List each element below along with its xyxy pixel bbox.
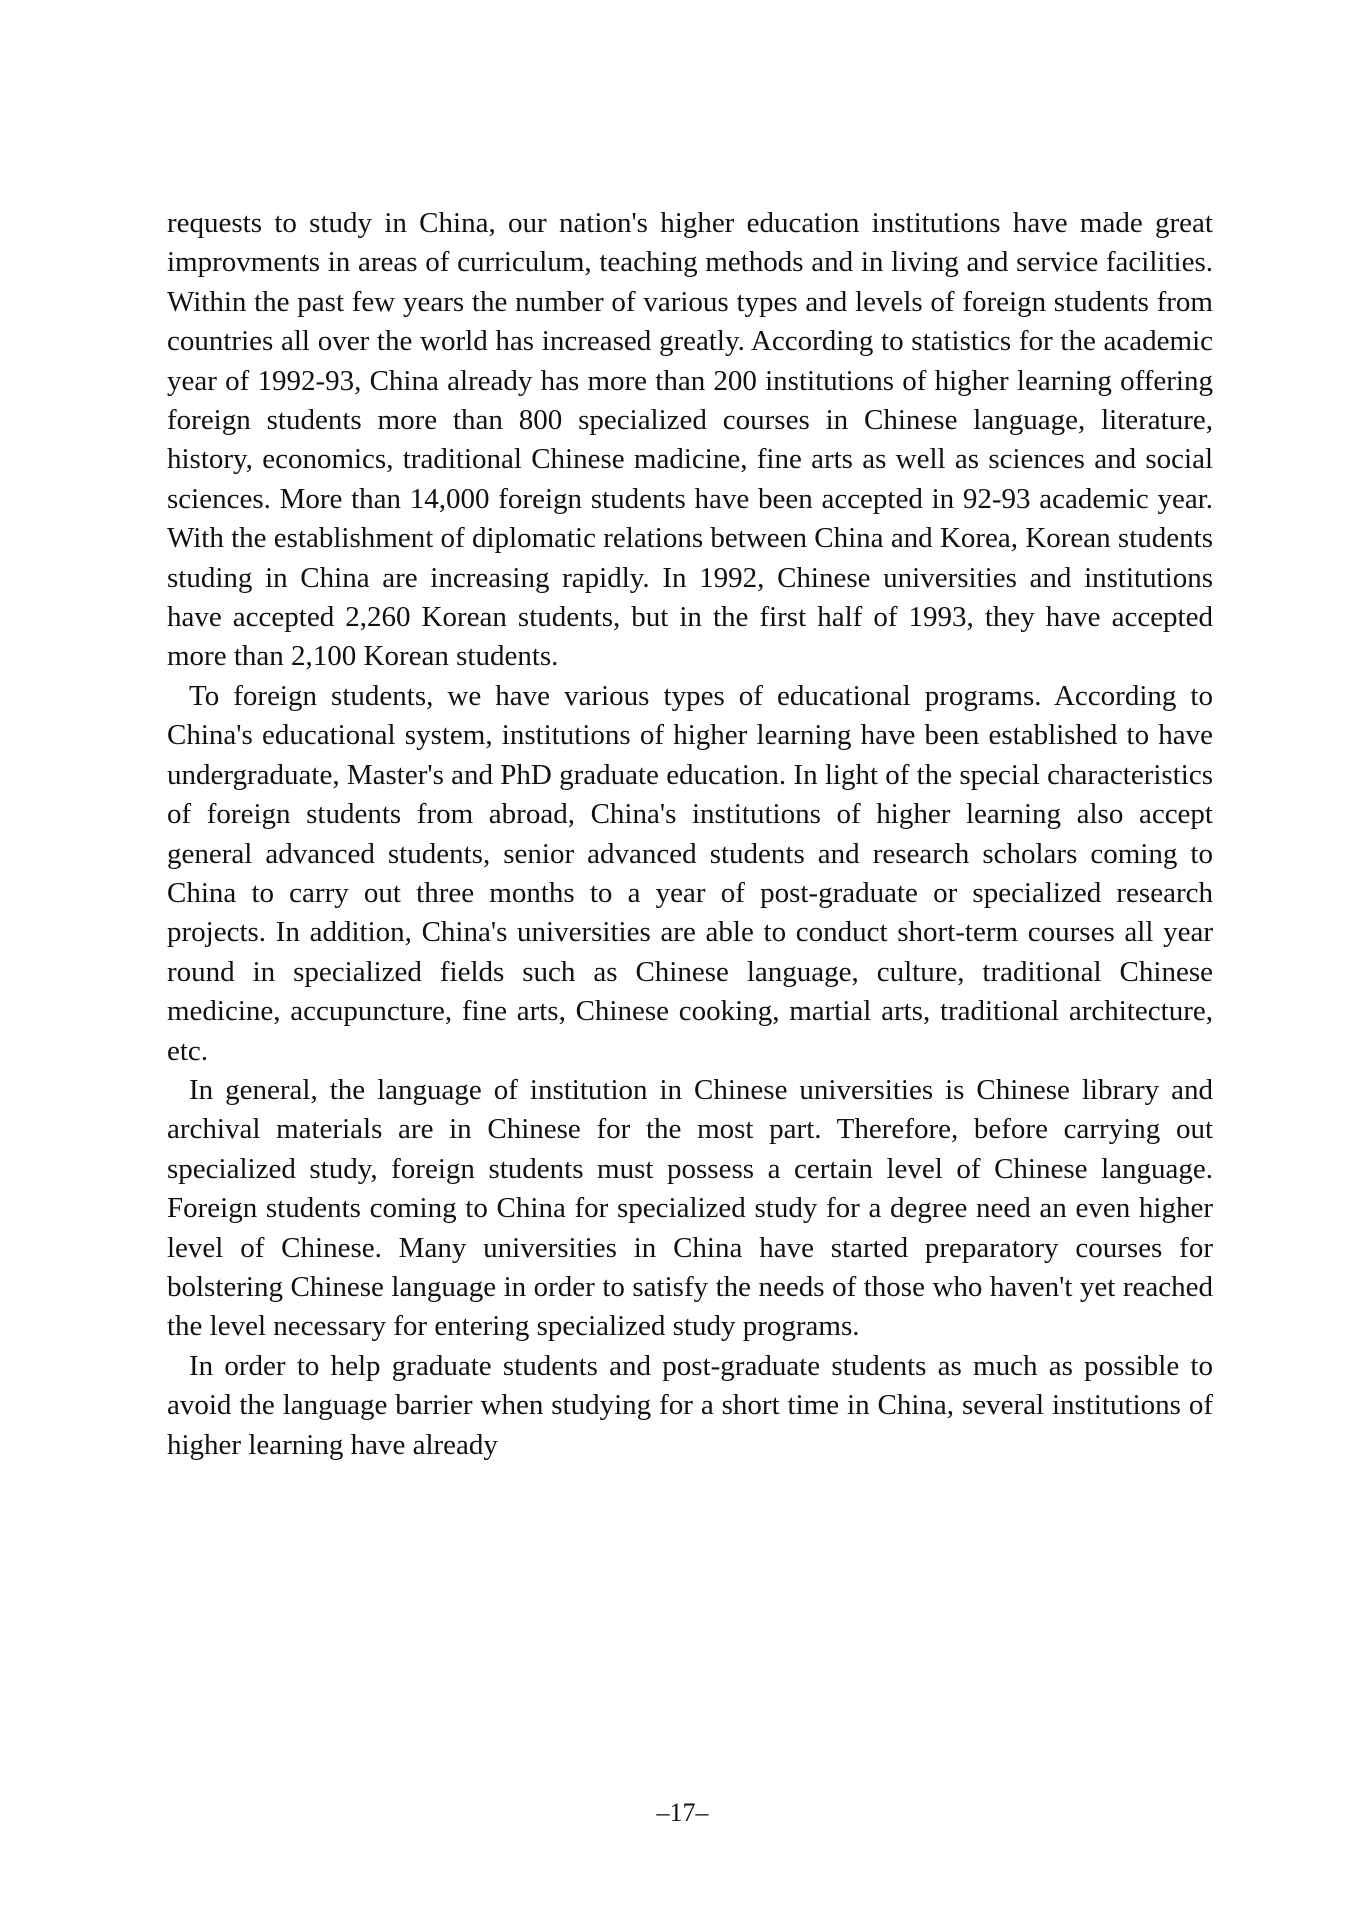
paragraph-language-of-instruction: In general, the language of institution in Chinese universities is Chinese library and archival materials are in Chinese for the most part. Therefore, before carrying out specialized study, foreign students must possess a certain level of Chinese language. Foreign students coming to China for specialized study for a degree need an even higher level of Chinese. Many universities in China have started preparatory courses for bolstering Chinese language in order to satisfy the needs of those who haven't yet reached the level necessary for entering specialized study programs.: [167, 1073, 1213, 1343]
paragraph-continuation: requests to study in China, our nation's higher education institutions have made great improvments in areas of curriculum, teaching methods and in living and service facilities. Within the past few years the number of various types and levels of foreign students from countries all over the world has increased greatly. According to statistics for the academic year of 1992-93, China already has more than 200 institutions of higher learning offering foreign students more than 800 specialized courses in Chinese language, literature, history, economics, traditional Chinese madicine, fine arts as well as sciences and social sciences. More than 14,000 foreign students have been accepted in 92-93 academic year. With the establishment of diplomatic relations between China and Korea, Korean students studing in China are increasing rapidly. In 1992, Chinese universities and institutions have accepted 2,260 Korean students, but in the first half of 1993, they have accepted more than 2,100 Korean students.: [167, 207, 1213, 673]
paragraph-educational-programs: To foreign students, we have various types of educational programs. According to China's educational system, institutions of higher learning have been established to have undergraduate, Master's and PhD graduate education. In light of the special characteristics of foreign students from abroad, China's institutions of higher learning also accept general advanced students, senior advanced students and research scholars coming to China to carry out three months to a year of post-graduate or specialized research projects. In addition, China's universities are able to conduct short-term courses all year round in specialized fields such as Chinese language, culture, traditional Chinese medicine, accupuncture, fine arts, Chinese cooking, martial arts, traditional architecture, etc.: [167, 679, 1213, 1067]
body-text: [167, 204, 1213, 1465]
page-number: –17–: [656, 1798, 709, 1827]
paragraph-language-barrier: In order to help graduate students and post-graduate students as much as possible to avoid the language barrier when studying for a short time in China, several institutions of higher learning have already: [167, 1349, 1213, 1461]
